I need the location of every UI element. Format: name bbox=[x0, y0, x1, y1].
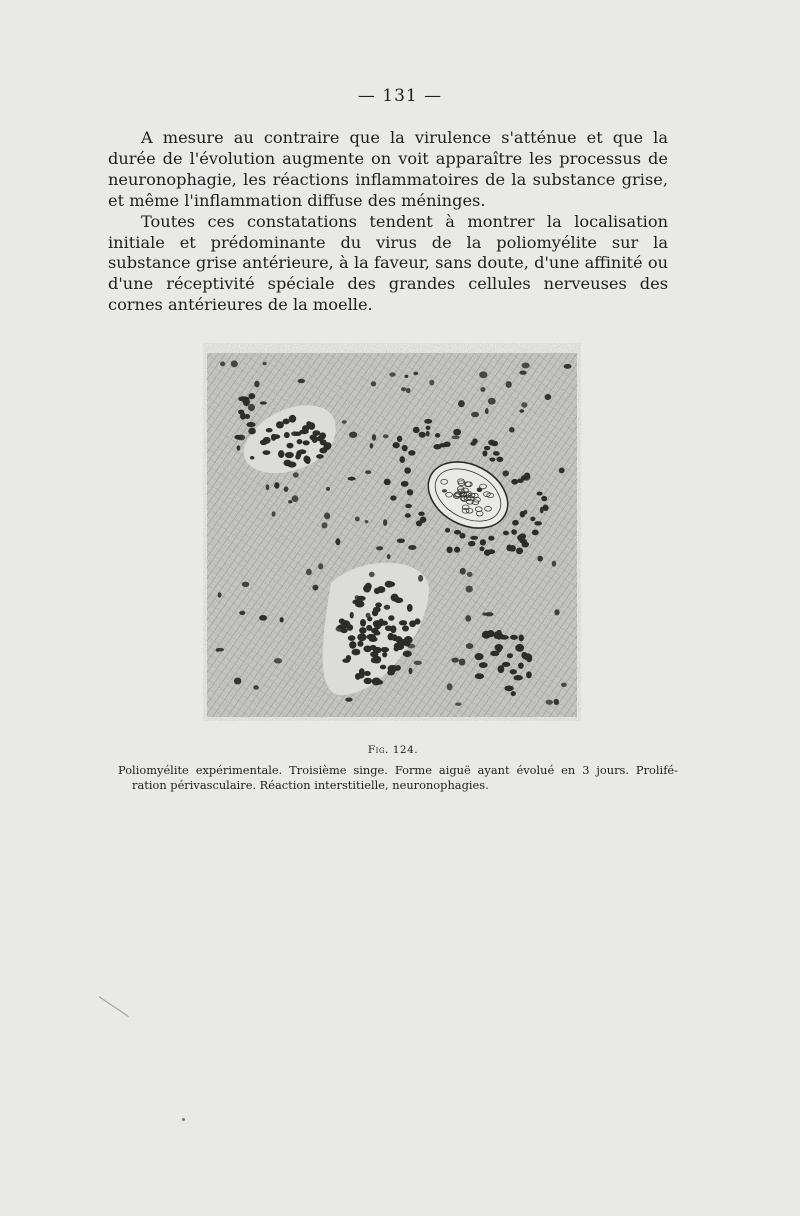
cell-nucleus bbox=[286, 443, 293, 449]
cell-nucleus bbox=[360, 619, 366, 627]
body-text bbox=[108, 128, 668, 316]
interstitial-nucleus bbox=[397, 538, 405, 543]
cell-nucleus bbox=[511, 529, 517, 535]
interstitial-nucleus bbox=[335, 538, 340, 545]
interstitial-nucleus bbox=[259, 615, 267, 621]
cell-nucleus bbox=[240, 412, 246, 419]
cell-nucleus bbox=[246, 422, 255, 427]
cell-nucleus bbox=[489, 457, 495, 461]
cell-nucleus bbox=[278, 450, 284, 458]
interstitial-nucleus bbox=[554, 699, 559, 705]
cell-nucleus bbox=[306, 421, 311, 427]
interstitial-nucleus bbox=[274, 658, 282, 663]
interstitial-nucleus bbox=[231, 360, 238, 367]
interstitial-nucleus bbox=[237, 445, 241, 450]
interstitial-nucleus bbox=[460, 568, 466, 575]
cell-nucleus bbox=[399, 620, 407, 625]
interstitial-nucleus bbox=[234, 677, 241, 684]
stray-pencil-mark bbox=[98, 996, 128, 1017]
interstitial-nucleus bbox=[324, 512, 330, 519]
cell-nucleus bbox=[373, 656, 382, 664]
interstitial-nucleus bbox=[220, 361, 225, 366]
interstitial-nucleus bbox=[488, 398, 496, 405]
cell-nucleus bbox=[506, 545, 512, 552]
cell-nucleus bbox=[402, 625, 409, 631]
cell-nucleus bbox=[433, 444, 441, 449]
cell-nucleus bbox=[515, 644, 524, 652]
cell-nucleus bbox=[297, 439, 303, 444]
interstitial-nucleus bbox=[509, 427, 515, 433]
interstitial-nucleus bbox=[263, 437, 271, 444]
interstitial-nucleus bbox=[336, 626, 344, 632]
interstitial-nucleus bbox=[424, 419, 432, 424]
cell-nucleus bbox=[472, 438, 477, 443]
cell-nucleus bbox=[530, 517, 535, 522]
interstitial-nucleus bbox=[408, 644, 416, 649]
cell-nucleus bbox=[419, 432, 426, 438]
cell-nucleus bbox=[285, 452, 294, 458]
cell-nucleus bbox=[502, 662, 511, 667]
interstitial-nucleus bbox=[477, 487, 483, 492]
cell-nucleus bbox=[303, 440, 310, 445]
cell-nucleus bbox=[459, 533, 465, 539]
cell-nucleus bbox=[475, 673, 484, 679]
interstitial-nucleus bbox=[237, 435, 245, 441]
cell-nucleus bbox=[388, 615, 394, 621]
cell-nucleus bbox=[382, 652, 387, 657]
interstitial-nucleus bbox=[312, 585, 318, 591]
interstitial-nucleus bbox=[455, 702, 461, 705]
interstitial-nucleus bbox=[349, 432, 357, 438]
cell-nucleus bbox=[512, 520, 519, 526]
interstitial-nucleus bbox=[239, 611, 245, 615]
cell-nucleus bbox=[349, 641, 356, 649]
interstitial-nucleus bbox=[554, 609, 559, 615]
interstitial-nucleus bbox=[413, 372, 418, 376]
cell-nucleus bbox=[312, 436, 318, 443]
cell-nucleus bbox=[519, 533, 526, 539]
cell-nucleus bbox=[522, 541, 529, 547]
cell-nucleus bbox=[266, 428, 273, 432]
cell-nucleus bbox=[517, 479, 523, 483]
cell-nucleus bbox=[407, 490, 413, 496]
cell-nucleus bbox=[454, 547, 460, 553]
interstitial-nucleus bbox=[371, 381, 376, 386]
cell-nucleus bbox=[534, 521, 542, 525]
interstitial-nucleus bbox=[372, 434, 376, 441]
cell-nucleus bbox=[523, 653, 532, 660]
cell-nucleus bbox=[479, 662, 488, 668]
interstitial-nucleus bbox=[451, 657, 459, 662]
cell-nucleus bbox=[359, 668, 365, 675]
interstitial-nucleus bbox=[292, 495, 299, 502]
interstitial-nucleus bbox=[408, 545, 416, 550]
cell-nucleus bbox=[480, 539, 486, 545]
interstitial-nucleus bbox=[383, 519, 387, 526]
interstitial-nucleus bbox=[266, 484, 270, 490]
interstitial-nucleus bbox=[485, 408, 489, 414]
interstitial-nucleus bbox=[559, 467, 565, 473]
histology-figure bbox=[203, 343, 581, 721]
cell-nucleus bbox=[454, 530, 461, 535]
cell-nucleus bbox=[319, 447, 327, 453]
caption-line-1: Poliomyélite expérimentale. Troisième singe. Forme aiguë ayant évolué en 3 jours. Prolifé- bbox=[118, 763, 678, 777]
cell-nucleus bbox=[394, 643, 401, 650]
interstitial-nucleus bbox=[274, 482, 279, 489]
stray-dot bbox=[182, 1118, 185, 1121]
cell-nucleus bbox=[518, 662, 524, 668]
cell-nucleus bbox=[401, 481, 409, 487]
interstitial-nucleus bbox=[466, 586, 473, 593]
interstitial-nucleus bbox=[564, 364, 572, 369]
cell-nucleus bbox=[510, 669, 517, 674]
cell-nucleus bbox=[248, 393, 255, 399]
cell-nucleus bbox=[511, 479, 518, 485]
cell-nucleus bbox=[532, 529, 539, 535]
cell-nucleus bbox=[475, 653, 484, 660]
interstitial-nucleus bbox=[248, 404, 255, 411]
interstitial-nucleus bbox=[355, 517, 360, 522]
cell-nucleus bbox=[351, 649, 360, 656]
cell-nucleus bbox=[496, 630, 502, 636]
interstitial-nucleus bbox=[414, 661, 422, 665]
cell-nucleus bbox=[363, 585, 371, 593]
interstitial-nucleus bbox=[523, 474, 531, 481]
page-number: — 131 — bbox=[357, 86, 443, 106]
cell-nucleus bbox=[403, 651, 412, 657]
cell-nucleus bbox=[357, 641, 363, 647]
interstitial-nucleus bbox=[387, 554, 391, 559]
histology-illustration bbox=[203, 343, 581, 721]
interstitial-nucleus bbox=[465, 615, 471, 621]
cell-nucleus bbox=[496, 646, 502, 652]
interstitial-nucleus bbox=[561, 683, 567, 687]
interstitial-nucleus bbox=[369, 572, 375, 577]
cell-nucleus bbox=[513, 675, 522, 680]
interstitial-nucleus bbox=[521, 402, 527, 408]
cell-nucleus bbox=[420, 517, 427, 523]
interstitial-nucleus bbox=[280, 617, 284, 622]
cell-nucleus bbox=[367, 634, 376, 640]
interstitial-nucleus bbox=[519, 409, 524, 413]
interstitial-nucleus bbox=[284, 486, 289, 492]
cell-nucleus bbox=[289, 415, 296, 423]
cell-nucleus bbox=[287, 462, 296, 468]
interstitial-nucleus bbox=[389, 372, 395, 376]
interstitial-nucleus bbox=[288, 500, 292, 503]
cell-nucleus bbox=[248, 428, 256, 435]
cell-nucleus bbox=[510, 635, 518, 640]
cell-nucleus bbox=[496, 457, 503, 462]
cell-nucleus bbox=[503, 531, 509, 536]
interstitial-nucleus bbox=[459, 659, 466, 666]
cell-nucleus bbox=[453, 429, 461, 436]
interstitial-nucleus bbox=[540, 507, 544, 514]
interstitial-nucleus bbox=[471, 412, 479, 418]
cell-nucleus bbox=[316, 454, 324, 459]
cell-nucleus bbox=[402, 445, 408, 451]
cell-nucleus bbox=[418, 512, 425, 516]
cell-nucleus bbox=[312, 430, 320, 436]
cell-nucleus bbox=[284, 432, 290, 438]
interstitial-nucleus bbox=[545, 394, 552, 400]
interstitial-nucleus bbox=[426, 431, 430, 437]
cell-nucleus bbox=[541, 496, 547, 501]
cell-nucleus bbox=[378, 619, 384, 627]
cell-nucleus bbox=[491, 441, 496, 446]
caption-line-2: ration périvasculaire. Réaction interstitielle, neuronophagies. bbox=[132, 777, 489, 792]
interstitial-nucleus bbox=[537, 556, 543, 562]
figure-label: Fig. 124. bbox=[367, 744, 419, 756]
cell-nucleus bbox=[380, 665, 386, 670]
cell-nucleus bbox=[385, 581, 394, 588]
interstitial-nucleus bbox=[482, 612, 487, 615]
interstitial-nucleus bbox=[466, 643, 474, 649]
cell-nucleus bbox=[426, 426, 431, 430]
interstitial-nucleus bbox=[272, 511, 276, 517]
cell-nucleus bbox=[479, 546, 484, 551]
cell-nucleus bbox=[482, 450, 487, 456]
interstitial-nucleus bbox=[442, 489, 447, 492]
cell-nucleus bbox=[381, 647, 387, 652]
cell-nucleus bbox=[519, 635, 524, 642]
cell-nucleus bbox=[493, 451, 500, 456]
cell-nucleus bbox=[445, 528, 450, 533]
cell-nucleus bbox=[303, 455, 309, 462]
interstitial-nucleus bbox=[370, 443, 374, 449]
interstitial-nucleus bbox=[418, 575, 423, 582]
paragraph-2: Toutes ces constatations tendent à montrer la localisation initiale et prédominante du virus de la poliomyélite sur la substance grise antérieure, à la faveur, sans doute, d'une affinité ou d'une réceptivité spéciale des grandes cellules nerveuses des cornes antérieures de la moelle. bbox=[108, 211, 668, 315]
cell-nucleus bbox=[348, 635, 356, 641]
cell-nucleus bbox=[405, 504, 412, 508]
interstitial-nucleus bbox=[321, 522, 327, 528]
cell-nucleus bbox=[487, 549, 495, 554]
cell-nucleus bbox=[468, 541, 475, 547]
interstitial-nucleus bbox=[546, 700, 553, 705]
cell-nucleus bbox=[399, 456, 405, 463]
interstitial-nucleus bbox=[291, 431, 299, 436]
interstitial-nucleus bbox=[350, 612, 354, 619]
cell-nucleus bbox=[384, 479, 391, 485]
cell-nucleus bbox=[387, 633, 394, 641]
cell-nucleus bbox=[240, 396, 249, 401]
cell-nucleus bbox=[537, 492, 543, 496]
interstitial-nucleus bbox=[506, 381, 512, 388]
cell-nucleus bbox=[526, 671, 532, 678]
interstitial-nucleus bbox=[401, 387, 406, 391]
interstitial-nucleus bbox=[467, 572, 473, 577]
interstitial-nucleus bbox=[262, 362, 266, 366]
interstitial-nucleus bbox=[218, 592, 222, 598]
interstitial-nucleus bbox=[254, 381, 259, 388]
interstitial-nucleus bbox=[348, 477, 356, 481]
interstitial-nucleus bbox=[306, 569, 312, 576]
interstitial-nucleus bbox=[365, 470, 371, 474]
interstitial-nucleus bbox=[502, 470, 509, 476]
interstitial-nucleus bbox=[318, 563, 323, 569]
cell-nucleus bbox=[516, 547, 523, 554]
interstitial-nucleus bbox=[366, 613, 371, 618]
interstitial-nucleus bbox=[384, 605, 390, 610]
interstitial-nucleus bbox=[391, 665, 398, 672]
interstitial-nucleus bbox=[250, 456, 254, 459]
cell-nucleus bbox=[407, 604, 413, 612]
cell-nucleus bbox=[392, 442, 399, 448]
cell-nucleus bbox=[359, 627, 367, 634]
cell-nucleus bbox=[366, 625, 372, 631]
interstitial-nucleus bbox=[253, 685, 259, 690]
interstitial-nucleus bbox=[260, 401, 267, 404]
interstitial-nucleus bbox=[298, 379, 306, 383]
cell-nucleus bbox=[484, 446, 490, 450]
cell-nucleus bbox=[355, 600, 365, 607]
interstitial-nucleus bbox=[523, 510, 527, 515]
cell-nucleus bbox=[372, 610, 378, 617]
interstitial-nucleus bbox=[216, 648, 224, 652]
cell-nucleus bbox=[435, 433, 440, 438]
interstitial-nucleus bbox=[447, 683, 453, 690]
cell-nucleus bbox=[370, 645, 377, 650]
interstitial-nucleus bbox=[458, 400, 465, 407]
cell-nucleus bbox=[262, 450, 270, 455]
interstitial-nucleus bbox=[480, 387, 485, 392]
cell-nucleus bbox=[276, 421, 284, 428]
interstitial-nucleus bbox=[326, 487, 330, 491]
cell-nucleus bbox=[404, 636, 413, 644]
cell-nucleus bbox=[357, 633, 366, 641]
interstitial-nucleus bbox=[404, 375, 408, 378]
cell-nucleus bbox=[511, 691, 516, 696]
interstitial-nucleus bbox=[355, 595, 360, 599]
cell-nucleus bbox=[488, 536, 494, 541]
interstitial-nucleus bbox=[406, 388, 411, 393]
cell-nucleus bbox=[487, 630, 494, 637]
interstitial-nucleus bbox=[552, 561, 556, 567]
cell-nucleus bbox=[413, 427, 420, 433]
cell-nucleus bbox=[504, 685, 513, 691]
interstitial-nucleus bbox=[452, 435, 460, 439]
cell-nucleus bbox=[372, 678, 381, 686]
interstitial-nucleus bbox=[479, 371, 487, 378]
cell-nucleus bbox=[446, 546, 452, 553]
interstitial-nucleus bbox=[365, 520, 369, 523]
cell-nucleus bbox=[408, 450, 415, 455]
interstitial-nucleus bbox=[293, 472, 299, 477]
cell-nucleus bbox=[375, 602, 382, 607]
interstitial-nucleus bbox=[521, 363, 529, 369]
figure-caption bbox=[118, 763, 678, 792]
cell-nucleus bbox=[364, 678, 373, 684]
cell-nucleus bbox=[346, 655, 351, 661]
cell-nucleus bbox=[272, 434, 281, 439]
cell-nucleus bbox=[405, 513, 411, 518]
cell-nucleus bbox=[390, 495, 396, 500]
cell-nucleus bbox=[296, 450, 301, 457]
interstitial-nucleus bbox=[409, 668, 413, 674]
cell-nucleus bbox=[320, 439, 327, 445]
cell-nucleus bbox=[391, 594, 399, 602]
cell-nucleus bbox=[404, 467, 411, 473]
interstitial-nucleus bbox=[519, 371, 526, 375]
interstitial-nucleus bbox=[345, 698, 352, 702]
interstitial-nucleus bbox=[383, 434, 389, 438]
cell-nucleus bbox=[283, 419, 290, 425]
interstitial-nucleus bbox=[342, 420, 347, 424]
cell-nucleus bbox=[377, 586, 386, 593]
interstitial-nucleus bbox=[242, 582, 249, 587]
cell-nucleus bbox=[414, 618, 420, 624]
interstitial-nucleus bbox=[429, 380, 434, 386]
interstitial-nucleus bbox=[376, 546, 383, 550]
paragraph-1: A mesure au contraire que la virulence s'atténue et que la durée de l'évolution augmente on voit apparaître les processus de neuronophagie, les réactions inflammatoires de la substance grise, et même l'inflammation diffuse des méninges. bbox=[108, 128, 668, 210]
cell-nucleus bbox=[443, 442, 450, 447]
cell-nucleus bbox=[507, 653, 513, 658]
cell-nucleus bbox=[397, 436, 402, 443]
cell-nucleus bbox=[470, 536, 478, 540]
cell-nucleus bbox=[385, 625, 392, 631]
cell-nucleus bbox=[364, 671, 371, 676]
